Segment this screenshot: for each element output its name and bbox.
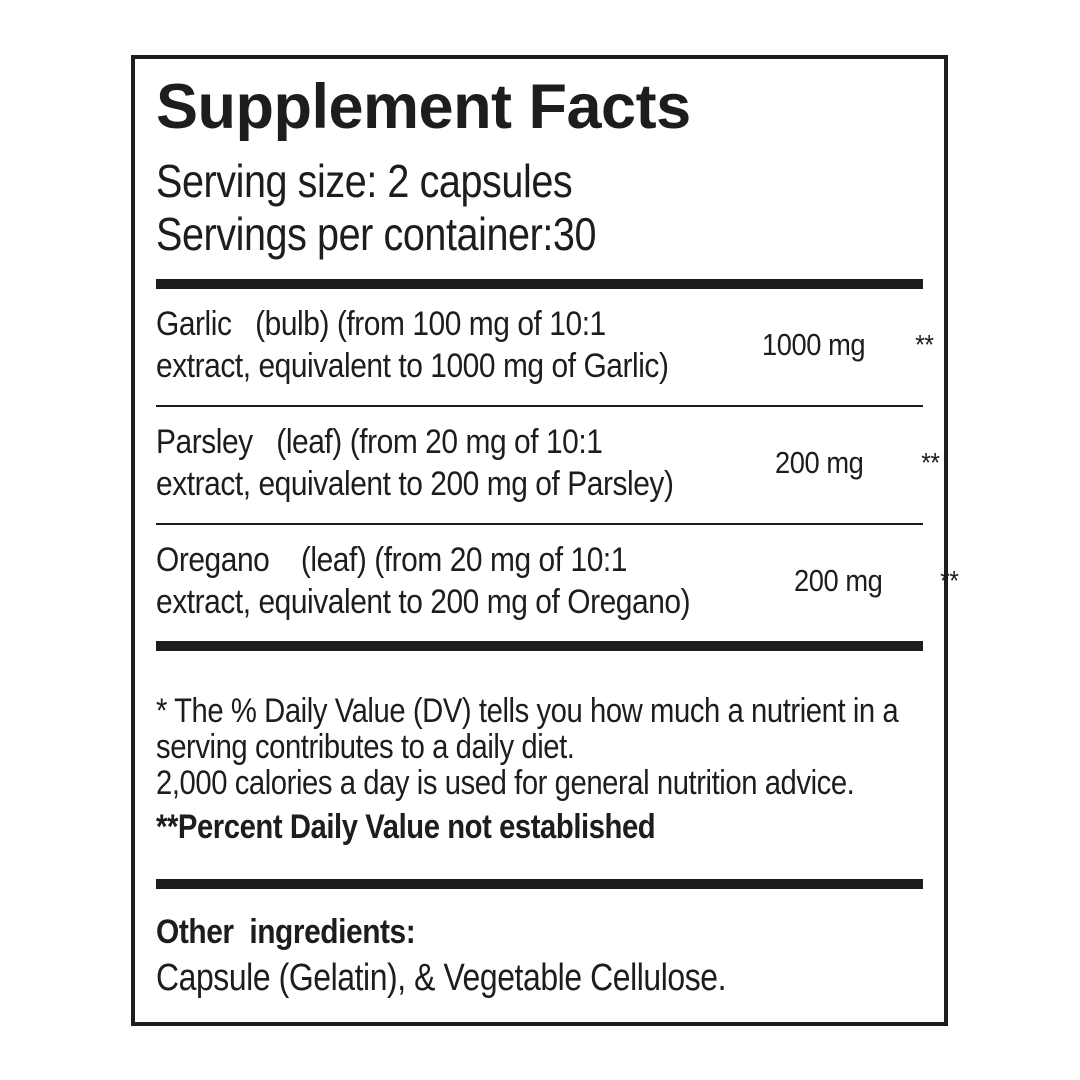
supplement-facts-panel [131, 55, 959, 1026]
thick-divider-top [156, 279, 923, 289]
ingredient-dv-garlic: ** [915, 329, 934, 360]
ingredient-name-parsley [156, 421, 744, 505]
panel-title-text: Supplement Facts [156, 72, 691, 142]
ingredient-row-parsley [156, 407, 940, 523]
ingredient-dv-parsley: ** [920, 447, 940, 478]
daily-value-footnote [156, 693, 923, 845]
ingredient-name-oregano [156, 539, 763, 623]
ingredient-garlic-line2: extract, equivalent to 1000 mg of Garlic) [156, 347, 669, 385]
footnote-line-2: serving contributes to a daily diet. [156, 728, 575, 766]
thick-divider-bottom [156, 879, 923, 889]
footnote-line-1: * The % Daily Value (DV) tells you how much a nutrient in a [156, 692, 899, 730]
ingredient-oregano-line1: Oregano (leaf) (from 20 mg of 10:1 [156, 541, 627, 579]
other-ingredients-text: Capsule (Gelatin), & Vegetable Cellulose. [156, 957, 727, 999]
footnote-bold-line: **Percent Daily Value not established [156, 808, 656, 846]
ingredient-row-oregano [156, 525, 959, 641]
ingredient-name-garlic [156, 303, 738, 387]
ingredient-oregano-line2: extract, equivalent to 200 mg of Oregano) [156, 583, 691, 621]
panel-title [156, 72, 923, 142]
other-ingredients-heading: Other ingredients: [156, 913, 416, 951]
ingredient-parsley-line2: extract, equivalent to 200 mg of Parsley) [156, 465, 674, 503]
ingredient-amount-parsley: 200 mg [774, 445, 864, 480]
servings-per-container-line: Servings per container:30 [156, 208, 597, 260]
ingredient-amount-garlic: 1000 mg [761, 327, 865, 362]
footnote-line-3: 2,000 calories a day is used for general nutrition advice. [156, 764, 855, 802]
ingredient-amount-oregano: 200 mg [793, 563, 883, 598]
ingredient-row-garlic [156, 289, 934, 405]
serving-size-line: Serving size: 2 capsules [156, 155, 573, 207]
other-ingredients-section [156, 915, 923, 999]
ingredient-dv-oregano: ** [939, 565, 959, 596]
thick-divider-middle [156, 641, 923, 651]
ingredient-parsley-line1: Parsley (leaf) (from 20 mg of 10:1 [156, 423, 603, 461]
ingredient-garlic-line1: Garlic (bulb) (from 100 mg of 10:1 [156, 305, 606, 343]
serving-info [156, 155, 923, 261]
